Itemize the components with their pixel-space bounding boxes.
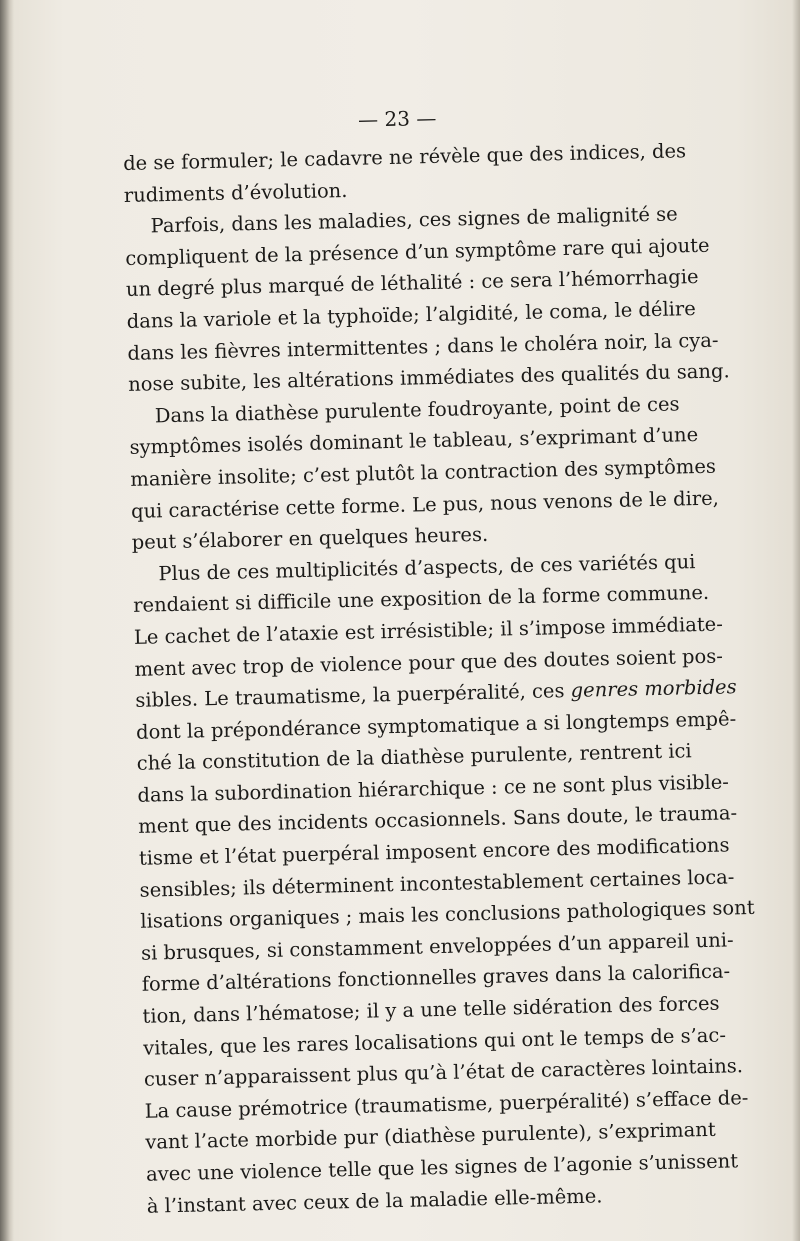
text-line: Parfois, dans les maladies, ces signes de malignité se <box>150 202 678 238</box>
text-line: sensibles; ils déterminent incontestablement certaines loca- <box>139 864 735 902</box>
text-line: Le cachet de l’ataxie est irrésistible; il s’impose immédiate- <box>133 612 724 649</box>
text-line: dans la subordination hiérarchique : ce ne sont plus visible- <box>137 770 730 807</box>
page-text-block <box>122 100 755 1222</box>
italic-term: genres morbides <box>570 675 737 703</box>
text-line: qui caractérise cette forme. Le pus, nous venons de le dire, <box>130 486 720 523</box>
text-line: tion, dans l’hématose; il y a une telle sidération des forces <box>142 991 720 1028</box>
text-line: si brusques, si constamment enveloppées d’un appareil uni- <box>140 928 734 965</box>
text-line: dont la prépondérance symptomatique a si longtemps empê- <box>135 706 737 744</box>
text-line: dans la variole et la typhoïde; l’algidité, le coma, le délire <box>126 297 697 333</box>
text-line: nose subite, les altérations immédiates des qualités du sang. <box>127 359 730 397</box>
text-line: peut s’élaborer en quelques heures. <box>131 522 489 555</box>
text-line: lisations organiques ; mais les conclusions pathologiques sont <box>140 896 755 934</box>
text-line: cuser n’apparaissent plus qu’à l’état de caractères lointains. <box>143 1054 744 1091</box>
text-line: symptômes isolés dominant le tableau, s’exprimant d’une <box>129 423 699 460</box>
page-number: — 23 — <box>357 105 437 132</box>
text-line: ché la constitution de la diathèse purulente, rentrent ici <box>136 739 692 776</box>
text-line: forme d’altérations fonctionnelles graves dans la calorifica- <box>141 959 731 997</box>
text-line: ment que des incidents occasionnels. Sans doute, le trauma- <box>137 801 738 839</box>
text-line-roman: sibles. Le traumatisme, la puerpéralité, ces <box>135 679 571 712</box>
text-line: La cause prémotrice (traumatisme, puerpéralité) s’efface de- <box>144 1085 749 1123</box>
text-line: rendaient si difficile une exposition de la forme commune. <box>132 581 710 618</box>
binding-shadow <box>0 0 14 1241</box>
text-line: de se formuler; le cadavre ne révèle que des indices, des <box>122 139 687 175</box>
text-line: Dans la diathèse purulente foudroyante, point de ces <box>154 392 680 428</box>
text-line: à l’instant avec ceux de la maladie elle-même. <box>146 1183 603 1218</box>
text-line: tisme et l’état puerpéral imposent encore des modifications <box>138 833 730 870</box>
text-line: rudiments d’évolution. <box>123 178 348 207</box>
text-line: vant l’acte morbide pur (diathèse purulente), s’exprimant <box>145 1118 716 1155</box>
text-line: ment avec trop de violence pour que des doutes soient pos- <box>134 644 724 681</box>
text-line: manière insolite; c’est plutôt la contraction des symptômes <box>130 454 717 491</box>
text-line: dans les fièvres intermittentes ; dans le choléra noir, la cya- <box>127 328 719 365</box>
text-line: vitales, que les rares localisations qui ont le temps de s’ac- <box>142 1023 727 1060</box>
text-line: un degré plus marqué de léthalité : ce sera l’hémorrhagie <box>125 265 699 302</box>
text-line: avec une violence telle que les signes de l’agonie s’unissent <box>145 1149 739 1186</box>
text-line: compliquent de la présence d’un symptôme rare qui ajoute <box>125 233 710 270</box>
page-edge-shadow <box>792 0 800 1241</box>
text-line: Plus de ces multiplicités d’aspects, de ces variétés qui <box>158 549 696 586</box>
